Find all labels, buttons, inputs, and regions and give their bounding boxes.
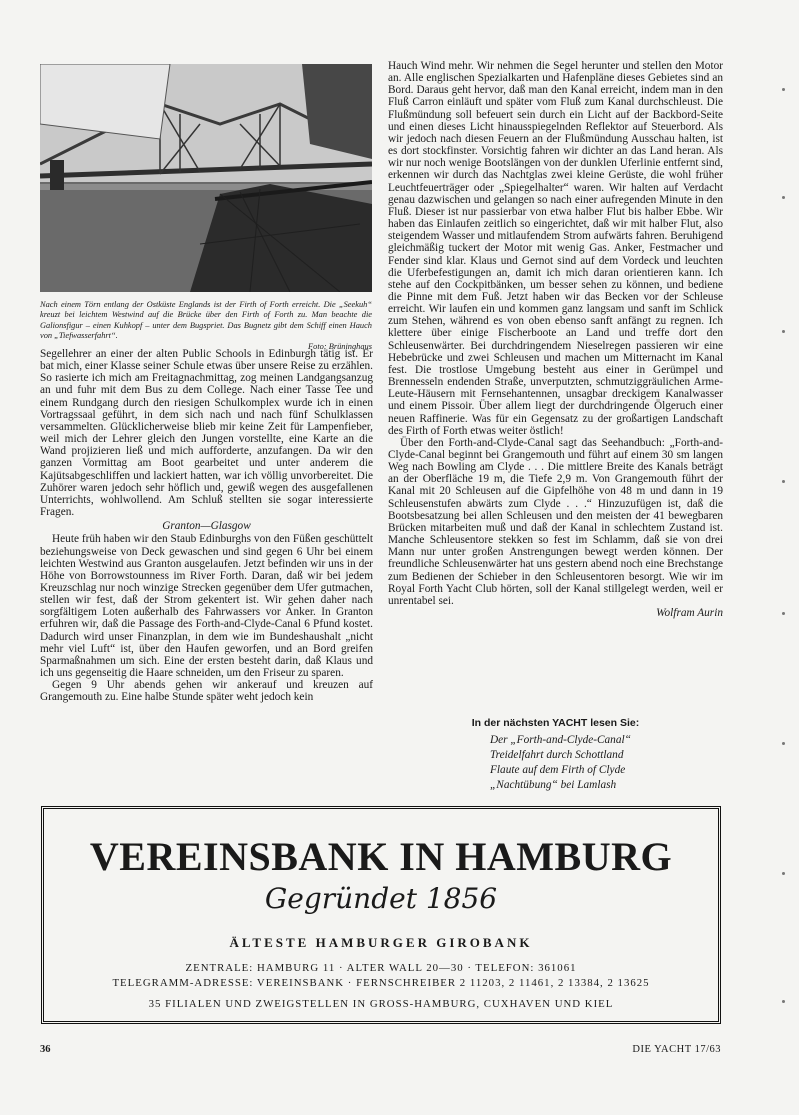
margin-dot xyxy=(782,612,785,615)
article-right-column xyxy=(388,60,723,619)
next-issue-item: Treidelfahrt durch Schottland xyxy=(490,749,624,761)
author-name: Wolfram Aurin xyxy=(656,607,723,620)
bridge-illustration xyxy=(40,64,372,292)
margin-dot xyxy=(782,196,785,199)
photo-credit: Foto: Brüninghaus xyxy=(308,341,372,351)
next-issue-item: Der „Forth-and-Clyde-Canal“ xyxy=(490,734,631,746)
margin-dot xyxy=(782,1000,785,1003)
article-left-column xyxy=(40,348,373,704)
margin-dot xyxy=(782,742,785,745)
ad-subtitle: ÄLTESTE HAMBURGER GIROBANK xyxy=(229,935,533,950)
next-issue-box xyxy=(388,716,723,793)
paragraph: Hauch Wind mehr. Wir nehmen die Segel herunter und stellen den Motor an. Alle englischen Spezialkarten und Hafenpläne dieses Gebietes sind an Bord. Daraus geht hervor, daß man den Kanal erreicht, indem man in den Fluß Carron einläuft und später vom Fluß zum Kanal durchschleust. Die Flußmündung soll befeuert sein durch ein Licht auf der Backbord-Seite und einen dieses Licht hinausspiegelnden Reflektor auf Steuerbord. Als wir jedoch nach diesen Feuern an der Flußmündung Ausschau halten, ist es dort stockfinster. Vorsichtig fahren wir dichter an das Land heran. Als wir nur noch wenige Bootslängen von der dunklen Uferlinie entfernt sind, erkennen wir durch das Nachtglas zwei kleine Gerüste, die wohl früher Leuchtfeuerträger oder „Spiegelhalter“ waren. Wir halten auf Verdacht genau dazwischen und gelangen so nach einer aufregenden Minute in den Fluß. Dieser ist nur passierbar von etwa halber Flut bis halber Ebbe. Wir haben das Einlaufen zeitlich so eingerichtet, daß wir mit halber Flut, also steigendem Wasser und mitlaufendem Strom aufwärts fahren. Beruhigend gleichmäßig tuckert der Motor mit wenig Gas. Anker, Festmacher und Fender sind klar. Klaus und Gernot sind auf dem Vordeck und leuchten die Uferbefestigungen an, damit ich mich daran orientieren kann. Ich stehe auf den Cockpitbänken, um besser sehen zu können, und bediene die Pinne mit dem Fuß. Jetzt haben wir das Becken vor der Schleuse erreicht. Wir laufen ein und kommen ganz langsam und sanft im Schlick zum Stehen, während es von oben ebenso sanft anfängt zu regnen. Ich klettere über einige Fischerboote an Land und treffe dort den Schleusenwärter. Bei durchdringendem Nieselregen passieren wir eine Hebebrücke und zwei Schleusen und machen um Mitternacht im Kanal fest. Die trostlose Umgebung besteht aus einer in Gerümpel und Brennesseln endenden Straße, unverputzten, schmutziggräulichen Arme-Leute-Häusern mit Fernsehantennen, unsagbar dreckigem Kanalwasser und einem Pissoir. Über allem liegt der durchdringende Ölgeruch einer neuen Raffinerie. Was für ein Gegensatz zu der großartigen Landschaft des Firth of Forth etwas weiter östlich! xyxy=(388,60,723,437)
magazine-issue: DIE YACHT 17/63 xyxy=(632,1044,721,1055)
bank-advertisement xyxy=(41,806,721,1024)
margin-dot xyxy=(782,872,785,875)
ad-telegram-line: TELEGRAMM-ADRESSE: VEREINSBANK · FERNSCHREIBER 2 11203, 2 11461, 2 13384, 2 13625 xyxy=(112,977,650,989)
ad-branches-line: 35 FILIALEN UND ZWEIGSTELLEN IN GROSS-HAMBURG, CUXHAVEN UND KIEL xyxy=(148,998,614,1010)
page-number: 36 xyxy=(40,1044,51,1055)
margin-dot xyxy=(782,330,785,333)
caption-text: Nach einem Törn entlang der Ostküste Englands ist der Firth of Forth erreicht. Die „Seekuh“ kreuzt bei leichtem Westwind auf die Brücke über den Firth of Forth zu. Man beachte die Galionsfigur – einen Kuhkopf – unter dem Bugspriet. Das Bugnetz gibt dem Schiff einen Hauch von „Tiefwasserfahrt“. xyxy=(40,300,372,341)
margin-dot xyxy=(782,480,785,483)
paragraph: Gegen 9 Uhr abends gehen wir ankerauf und kreuzen auf Grangemouth zu. Eine halbe Stunde später weht jedoch kein xyxy=(40,679,373,704)
photo-caption xyxy=(40,300,372,352)
paragraph: Über den Forth-and-Clyde-Canal sagt das Seehandbuch: „Forth-and-Clyde-Canal beginnt bei Grangemouth und führt auf einem 30 sm langen Weg nach Bowling am Clyde . . . Die mittlere Breite des Kanals beträgt an der Oberfläche 19 m, die Tiefe 2,9 m. Von Grangemouth führt der Kanal mit 20 Schleusen auf die Gipfelhöhe von 48 m und dann in 19 Schleusenstufen abwärts zum Clyde . . .“ Hinzuzufügen ist, daß die Bootsbesatzung bei allen Schleusen und den meisten der 41 bewegbaren Brücken mitarbeiten muß und daß der Kanal in schlechtem Zustand ist. Manche Schleusentore stekken so fest im Schlamm, daß sie von drei Mann nur unter großen Anstrengungen bewegt werden können. Der freundliche Schleusenwärter hat uns gestern abend noch eine Brechstange zum Bedienen der Schieber in den Schleusentoren besorgt. Wie wir im Royal Forth Yacht Club hörten, soll der Kanal stillgelegt werden, weil er unrentabel sei. xyxy=(388,436,723,607)
next-issue-item: „Nachtübung“ bei Lamlash xyxy=(490,779,617,791)
ad-bank-name: VEREINSBANK IN HAMBURG xyxy=(89,834,673,879)
margin-dot xyxy=(782,88,785,91)
paragraph: Segellehrer an einer der alten Public Schools in Edinburgh tätig ist. Er bat mich, einer Klasse seiner Schule etwas über unsere Reise zu erzählen. So rasierte ich mich am Freitagnachmittag, zog meinen Landgangsanzug an und fuhr mit dem Bus zu dem College. Nach einer Tasse Tee und einem Rundgang durch den riesigen Schulkomplex wurde ich in einen Vortragssaal geführt, in dem sich nach und nach fünf Schulklassen versammelten. Glücklicherweise blieb mir keine Zeit für Lampenfieber, weil mich der Lehrer gleich den Jungen vorstellte, eine Karte an die Wand projizieren ließ und mich aufforderte, anzufangen. Da wir den ganzen Vormittag am Boot gearbeitet und unter anderem die Kajütsabgeschliffen und lackiert hatten, war ich völlig unvorbereitet. Die Zuhörer waren jedoch sehr höflich und, gewiß wegen des ausgefallenen Unterrichts, wohlwollend. Am Schluß stellten sie sogar interessierte Fragen. xyxy=(40,348,373,519)
next-issue-title: In der nächsten YACHT lesen Sie: xyxy=(471,717,640,729)
ad-address-line: ZENTRALE: HAMBURG 11 · ALTER WALL 20—30 · TELEFON: 361061 xyxy=(185,962,577,974)
ad-founded-script: Gegründet 1856 xyxy=(264,882,498,915)
section-subheading: Granton—Glasgow xyxy=(162,520,251,533)
photo-firth-of-forth-bridge xyxy=(40,64,372,292)
paragraph: Heute früh haben wir den Staub Edinburghs von den Füßen geschüttelt beziehungsweise von Deck gewaschen und sind gegen 6 Uhr bei einem leichten Westwind aus Granton ausgelaufen. Jetzt befinden wir uns in der Höhe von Borrowstounness im River Forth. Daran, daß wir bei jedem Kreuzschlag nur noch winzige Strecken gegenüber dem Ufer gutmachen, stellen wir fest, daß der Strom gekentert ist. Wir gehen daher nach sorgfältigem Loten außerhalb des Fahrwassers vor Anker. In Granton erfuhren wir, daß die Passage des Forth-and-Clyde-Canal 6 Pfund kostet. Dadurch wird unser Finanzplan, in dem wie im Bundeshaushalt „nicht mehr viel Luft“ ist, über den Haufen geworfen, und an Bord greifen Sparmaßnahmen um sich. Eine der ersten besteht darin, daß Klaus und ich uns gegenseitig die Haare schneiden, um den Friseur zu sparen. xyxy=(40,533,373,680)
next-issue-item: Flaute auf dem Firth of Clyde xyxy=(490,764,626,776)
